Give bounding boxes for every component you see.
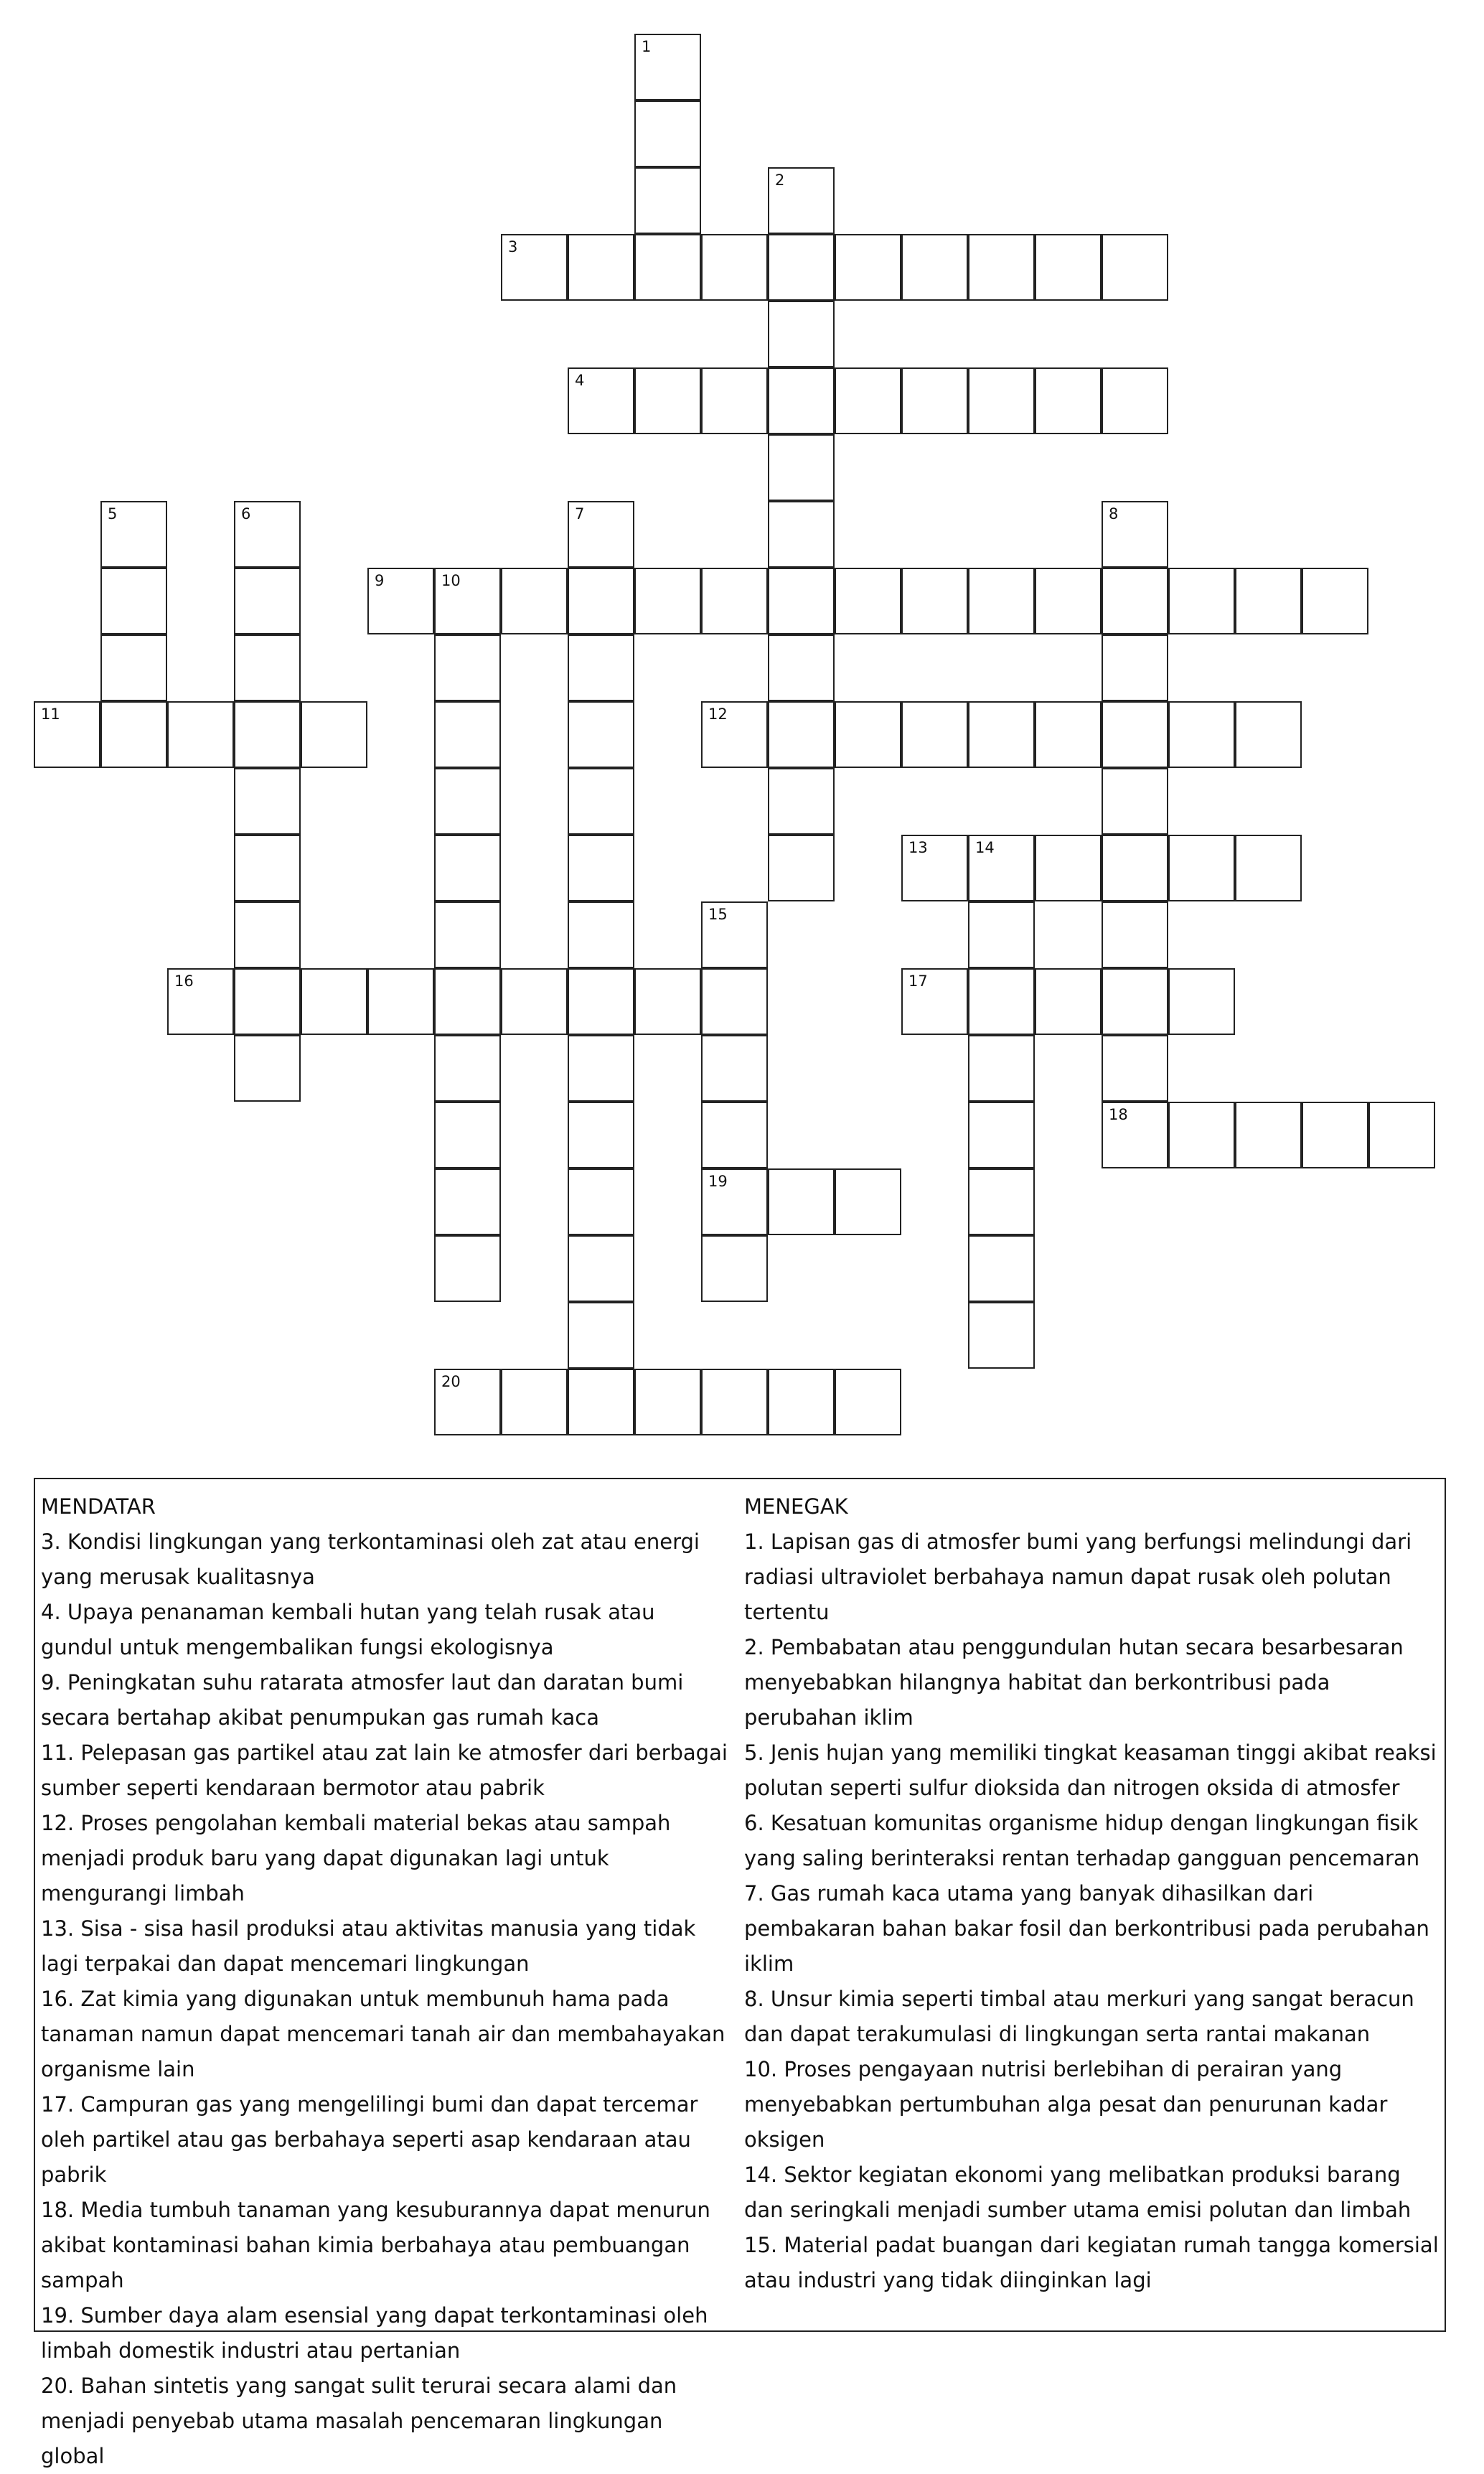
grid-cell[interactable]: [768, 634, 835, 701]
grid-cell[interactable]: [568, 1369, 634, 1435]
grid-cell[interactable]: [634, 968, 701, 1035]
grid-cell[interactable]: [568, 501, 634, 568]
grid-cell[interactable]: [568, 901, 634, 968]
grid-cell[interactable]: [901, 367, 968, 434]
clue-number: 7: [575, 505, 585, 523]
across-clue: 20. Bahan sintetis yang sangat sulit terurai secara alami dan menjadi penyebab utama masalah pencemaran lingkungan global: [41, 2374, 677, 2468]
clue-number: 2: [775, 172, 785, 189]
grid-cell[interactable]: [1102, 901, 1168, 968]
grid-cell[interactable]: [568, 1035, 634, 1102]
grid-cell[interactable]: [1102, 367, 1168, 434]
grid-cell[interactable]: [1035, 968, 1102, 1035]
grid-cell[interactable]: [434, 901, 501, 968]
grid-cell[interactable]: [835, 1168, 901, 1235]
grid-cell[interactable]: [1168, 968, 1235, 1035]
grid-cell[interactable]: [768, 301, 835, 367]
grid-cell[interactable]: [968, 1102, 1035, 1168]
grid-cell[interactable]: [568, 1235, 634, 1302]
grid-cell[interactable]: [901, 968, 968, 1035]
across-clue: 9. Peningkatan suhu ratarata atmosfer laut dan daratan bumi secara bertahap akibat penumpukan gas rumah kaca: [41, 1670, 684, 1730]
grid-cell[interactable]: [701, 968, 768, 1035]
grid-cell[interactable]: [835, 1369, 901, 1435]
grid-cell[interactable]: [1035, 367, 1102, 434]
grid-cell[interactable]: [234, 1035, 301, 1102]
grid-cell[interactable]: [1035, 835, 1102, 901]
grid-cell[interactable]: [701, 1235, 768, 1302]
grid-cell[interactable]: [434, 1035, 501, 1102]
grid-cell[interactable]: [1102, 634, 1168, 701]
grid-cell[interactable]: [701, 1168, 768, 1235]
grid-cell[interactable]: [1302, 568, 1368, 634]
grid-cell[interactable]: [768, 434, 835, 501]
grid-cell[interactable]: [1102, 501, 1168, 568]
grid-cell[interactable]: [768, 234, 835, 301]
grid-cell[interactable]: [701, 701, 768, 768]
grid-cell[interactable]: [1235, 568, 1302, 634]
grid-cell[interactable]: [1102, 768, 1168, 835]
grid-cell[interactable]: [1168, 1102, 1235, 1168]
down-clue: 2. Pembabatan atau penggundulan hutan secara besarbesaran menyebabkan hilangnya habitat dan berkontribusi pada perubahan iklim: [744, 1635, 1404, 1730]
grid-cell[interactable]: [434, 1102, 501, 1168]
clue-number: 5: [108, 505, 118, 523]
grid-cell[interactable]: [434, 968, 501, 1035]
across-clue: 13. Sisa - sisa hasil produksi atau aktivitas manusia yang tidak lagi terpakai dan dapat mencemari lingkungan: [41, 1916, 696, 1976]
grid-cell[interactable]: [968, 1302, 1035, 1369]
grid-cell[interactable]: [434, 835, 501, 901]
grid-cell[interactable]: [1302, 1102, 1368, 1168]
clue-number: 10: [441, 572, 461, 589]
grid-cell[interactable]: [634, 1369, 701, 1435]
across-clue: 12. Proses pengolahan kembali material bekas atau sampah menjadi produk baru yang dapat digunakan lagi untuk mengurangi limbah: [41, 1811, 671, 1906]
clue-number: 8: [1109, 505, 1119, 523]
down-clue: 8. Unsur kimia seperti timbal atau merkuri yang sangat beracun dan dapat terakumulasi di lingkungan serta rantai makanan: [744, 1987, 1414, 2046]
grid-cell[interactable]: [701, 234, 768, 301]
grid-cell[interactable]: [434, 634, 501, 701]
grid-cell[interactable]: [768, 1369, 835, 1435]
clue-number: 9: [375, 572, 385, 589]
grid-cell[interactable]: [1102, 701, 1168, 768]
grid-cell[interactable]: [701, 901, 768, 968]
grid-cell[interactable]: [835, 701, 901, 768]
grid-cell[interactable]: [701, 1102, 768, 1168]
clue-number: 4: [575, 372, 585, 389]
grid-cell[interactable]: [434, 1369, 501, 1435]
clue-number: 12: [708, 706, 728, 723]
grid-cell[interactable]: [701, 1369, 768, 1435]
grid-cell[interactable]: [634, 100, 701, 167]
grid-cell[interactable]: [901, 234, 968, 301]
grid-cell[interactable]: [1102, 1035, 1168, 1102]
across-clue: 4. Upaya penanaman kembali hutan yang telah rusak atau gundul untuk mengembalikan fungsi ekologisnya: [41, 1600, 655, 1659]
clue-number: 18: [1109, 1106, 1128, 1123]
grid-cell[interactable]: [1168, 568, 1235, 634]
grid-cell[interactable]: [901, 835, 968, 901]
grid-cell[interactable]: [234, 901, 301, 968]
down-clue: 1. Lapisan gas di atmosfer bumi yang berfungsi melindungi dari radiasi ultraviolet berbahaya namun dapat rusak oleh polutan tertentu: [744, 1529, 1412, 1624]
grid-cell[interactable]: [835, 568, 901, 634]
grid-cell[interactable]: [634, 167, 701, 234]
clue-number: 20: [441, 1373, 461, 1390]
across-clue: 19. Sumber daya alam esensial yang dapat terkontaminasi oleh limbah domestik industri atau pertanian: [41, 2303, 708, 2363]
down-clue: 14. Sektor kegiatan ekonomi yang melibatkan produksi barang dan seringkali menjadi sumber utama emisi polutan dan limbah: [744, 2163, 1412, 2222]
grid-cell[interactable]: [568, 568, 634, 634]
clue-number: 1: [642, 38, 652, 55]
grid-cell[interactable]: [768, 167, 835, 234]
grid-cell[interactable]: [568, 968, 634, 1035]
grid-cell[interactable]: [835, 367, 901, 434]
grid-cell[interactable]: [1035, 234, 1102, 301]
grid-cell[interactable]: [634, 34, 701, 100]
across-clue: 3. Kondisi lingkungan yang terkontaminasi oleh zat atau energi yang merusak kualitasnya: [41, 1529, 700, 1589]
clue-number: 13: [908, 839, 928, 856]
grid-cell[interactable]: [634, 234, 701, 301]
grid-cell[interactable]: [167, 701, 234, 768]
grid-cell[interactable]: [835, 234, 901, 301]
grid-cell[interactable]: [968, 367, 1035, 434]
across-clue: 18. Media tumbuh tanaman yang kesuburannya dapat menurun akibat kontaminasi bahan kimia berbahaya atau pembuangan sampah: [41, 2198, 710, 2292]
grid-cell[interactable]: [568, 835, 634, 901]
down-clue: 7. Gas rumah kaca utama yang banyak dihasilkan dari pembakaran bahan bakar fosil dan berkontribusi pada perubahan iklim: [744, 1881, 1429, 1976]
grid-cell[interactable]: [234, 501, 301, 568]
across-heading: MENDATAR: [41, 1494, 156, 1519]
grid-cell[interactable]: [1102, 968, 1168, 1035]
grid-cell[interactable]: [968, 1168, 1035, 1235]
grid-cell[interactable]: [234, 634, 301, 701]
grid-cell[interactable]: [1102, 234, 1168, 301]
grid-cell[interactable]: [434, 701, 501, 768]
across-column: [41, 1489, 730, 2474]
grid-cell[interactable]: [1035, 701, 1102, 768]
grid-cell[interactable]: [100, 568, 167, 634]
grid-cell[interactable]: [367, 568, 434, 634]
grid-cell[interactable]: [968, 835, 1035, 901]
grid-cell[interactable]: [1035, 568, 1102, 634]
grid-cell[interactable]: [568, 634, 634, 701]
down-heading: MENEGAK: [744, 1494, 848, 1519]
grid-cell[interactable]: [568, 768, 634, 835]
grid-cell[interactable]: [701, 568, 768, 634]
across-clue: 17. Campuran gas yang mengelilingi bumi dan dapat tercemar oleh partikel atau gas berbahaya seperti asap kendaraan atau pabrik: [41, 2092, 698, 2187]
grid-cell[interactable]: [968, 1035, 1035, 1102]
grid-cell[interactable]: [234, 568, 301, 634]
grid-cell[interactable]: [568, 1302, 634, 1369]
clue-number: 14: [975, 839, 995, 856]
grid-cell[interactable]: [1235, 701, 1302, 768]
down-clue-list: [744, 1524, 1440, 2298]
grid-cell[interactable]: [1368, 1102, 1435, 1168]
grid-cell[interactable]: [568, 367, 634, 434]
grid-cell[interactable]: [968, 1235, 1035, 1302]
grid-cell[interactable]: [234, 968, 301, 1035]
grid-cell[interactable]: [1168, 701, 1235, 768]
grid-cell[interactable]: [768, 835, 835, 901]
grid-cell[interactable]: [901, 701, 968, 768]
grid-cell[interactable]: [501, 234, 568, 301]
clue-number: 15: [708, 906, 728, 923]
down-column: [744, 1489, 1440, 2298]
grid-cell[interactable]: [501, 568, 568, 634]
grid-cell[interactable]: [100, 501, 167, 568]
grid-cell[interactable]: [634, 568, 701, 634]
clue-number: 3: [508, 238, 518, 256]
across-clue-list: [41, 1524, 730, 2474]
grid-cell[interactable]: [768, 501, 835, 568]
grid-cell[interactable]: [568, 1102, 634, 1168]
grid-cell[interactable]: [1235, 1102, 1302, 1168]
grid-cell[interactable]: [1102, 1102, 1168, 1168]
grid-cell[interactable]: [301, 701, 367, 768]
grid-cell[interactable]: [768, 568, 835, 634]
grid-cell[interactable]: [234, 768, 301, 835]
grid-cell[interactable]: [634, 367, 701, 434]
grid-cell[interactable]: [100, 634, 167, 701]
grid-cell[interactable]: [901, 568, 968, 634]
grid-cell[interactable]: [501, 968, 568, 1035]
grid-cell[interactable]: [234, 835, 301, 901]
grid-cell[interactable]: [434, 768, 501, 835]
grid-cell[interactable]: [367, 968, 434, 1035]
grid-cell[interactable]: [568, 701, 634, 768]
grid-cell[interactable]: [1102, 835, 1168, 901]
clue-number: 16: [174, 973, 194, 990]
down-clue: 5. Jenis hujan yang memiliki tingkat keasaman tinggi akibat reaksi polutan seperti sulfur dioksida dan nitrogen oksida di atmosfer: [744, 1740, 1437, 1800]
grid-cell[interactable]: [968, 701, 1035, 768]
down-clue: 15. Material padat buangan dari kegiatan rumah tangga komersial atau industri yang tidak diinginkan lagi: [744, 2233, 1439, 2292]
grid-cell[interactable]: [167, 968, 234, 1035]
clue-number: 11: [41, 706, 60, 723]
grid-cell[interactable]: [100, 701, 167, 768]
grid-cell[interactable]: [968, 968, 1035, 1035]
grid-cell[interactable]: [701, 1035, 768, 1102]
grid-cell[interactable]: [768, 367, 835, 434]
clues-box: [34, 1478, 1446, 2468]
grid-cell[interactable]: [768, 701, 835, 768]
grid-cell[interactable]: [568, 1168, 634, 1235]
grid-cell[interactable]: [1168, 835, 1235, 901]
down-clue: 10. Proses pengayaan nutrisi berlebihan di perairan yang menyebabkan pertumbuhan alga pesat dan penurunan kadar oksigen: [744, 2057, 1388, 2152]
across-clue: 11. Pelepasan gas partikel atau zat lain ke atmosfer dari berbagai sumber seperti kendaraan bermotor atau pabrik: [41, 1740, 728, 1800]
grid-cell[interactable]: [1235, 835, 1302, 901]
grid-cell[interactable]: [434, 1168, 501, 1235]
clue-number: 19: [708, 1173, 728, 1190]
grid-cell[interactable]: [234, 701, 301, 768]
grid-cell[interactable]: [968, 568, 1035, 634]
across-clue: 16. Zat kimia yang digunakan untuk membunuh hama pada tanaman namun dapat mencemari tanah air dan membahayakan organisme lain: [41, 1987, 725, 2081]
grid-cell[interactable]: [1102, 568, 1168, 634]
grid-cell[interactable]: [768, 768, 835, 835]
clue-number: 6: [241, 505, 251, 523]
grid-cell[interactable]: [568, 234, 634, 301]
grid-cell[interactable]: [34, 701, 100, 768]
grid-cell[interactable]: [301, 968, 367, 1035]
clue-number: 17: [908, 973, 928, 990]
down-clue: 6. Kesatuan komunitas organisme hidup dengan lingkungan fisik yang saling berinteraksi rentan terhadap gangguan pencemaran: [744, 1811, 1420, 1870]
grid-cell[interactable]: [434, 1235, 501, 1302]
grid-cell[interactable]: [768, 1168, 835, 1235]
grid-cell[interactable]: [701, 367, 768, 434]
grid-cell[interactable]: [501, 1369, 568, 1435]
grid-cell[interactable]: [434, 568, 501, 634]
grid-cell[interactable]: [968, 234, 1035, 301]
grid-cell[interactable]: [968, 901, 1035, 968]
